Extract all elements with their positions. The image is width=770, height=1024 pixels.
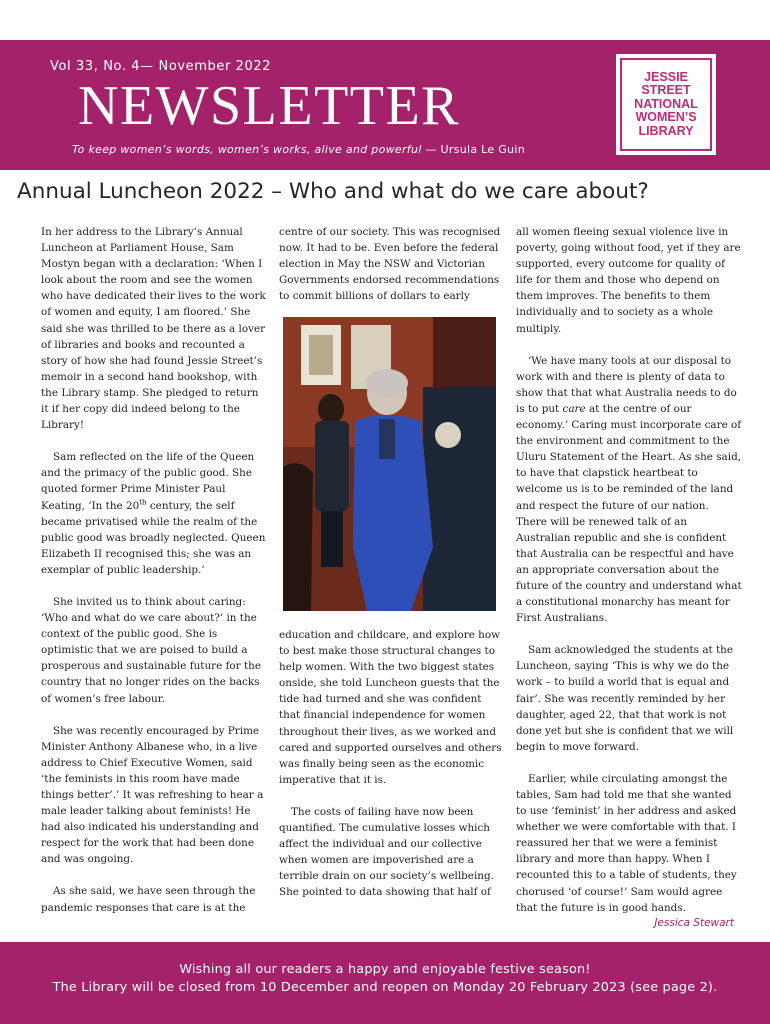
footer-greeting: Wishing all our readers a happy and enjoyable festive season! (179, 962, 591, 977)
paragraph: education and childcare, and explore how to best make those structural changes to help women. With the two biggest states onside, she told Luncheon guests that the tide had turned and she was confident that financial independence for women throughout their lives, as we worked and cared and supported ourselves and others was finally being seen as the economic imperative that it is. (279, 629, 502, 786)
paragraph: centre of our society. This was recognised now. It had to be. Even before the federal election in May the NSW and Victorian Governments endorsed recommendations to commit billions of dollars to early (279, 226, 501, 303)
paragraph: all women fleeing sexual violence live in poverty, going without food, yet if they are supported, every outcome for quality of life for them and those who depend on them improves. The benefits to them individually and to society as a whole multiply. (516, 226, 741, 335)
paragraph: ‘We have many tools at our disposal to work with and there is plenty of data to show that that what Australia needs to do is to put care at the centre of our economy.’ Caring must incorporate care of the environment and commitment to the Uluru Statement of the Heart. As she said, to have that clapstick heartbeat to welcome us is to be reminded of the land and respect the future of our nation. There will be renewed talk of an Australian republic and she is confident that Australia can be respectful and have an appropriate conversation about the future of the country and understand what a constitutional monarchy has meant for First Australians. (516, 354, 742, 625)
article-headline: Annual Luncheon 2022 – Who and what do we care about? (17, 179, 649, 204)
paragraph: In her address to the Library’s Annual Luncheon at Parliament House, Sam Mostyn began with a declaration: ‘When I look about the room and see the women who have dedicated their lives to the work of women and equity, I am floored.’ She said she was thrilled to be there as a lover of libraries and books and recounted a story of how she had found Jessie Street’s memoir in a second hand bookshop, with the Library stamp. She pledged to return it if her copy did indeed belong to the Library! (41, 226, 266, 432)
luncheon-photo (283, 317, 496, 611)
paragraph: Sam acknowledged the students at the Luncheon, saying ‘This is why we do the work – to build a world that is equal and fair’. She was recently reminded by her daughter, aged 22, that that work is not done yet but she is confident that we will begin to move forward. (516, 644, 734, 753)
logo-line: STREET (641, 83, 691, 98)
paragraph: As she said, we have seen through the pandemic responses that care is at the (41, 885, 256, 914)
author-byline: Jessica Stewart (654, 916, 734, 929)
paragraph: Earlier, while circulating amongst the tables, Sam had told me that she wanted to use ‘feminist’ in her address and asked whether we were comfortable with that. I reassured her that we were a feminist library and more than happy. When I recounted this to a table of students, they chorused ‘of course!’ Sam would agree that the future is in good hands. (516, 772, 737, 914)
library-logo (616, 54, 716, 155)
paragraph: She invited us to think about caring: ‘Who and what do we care about?’ in the context of the public good. She is optimistic that we are poised to build a prosperous and sustainable future for the country that no longer rides on the backs of women’s free labour. (41, 595, 261, 705)
logo-line: LIBRARY (638, 123, 694, 138)
footer-closure-notice: The Library will be closed from 10 December and reopen on Monday 20 February 2023 (see page 2). (52, 980, 718, 995)
footer-banner (0, 942, 770, 1024)
header-banner (0, 40, 770, 170)
paragraph: The costs of failing have now been quantified. The cumulative losses which affect the individual and our collective when women are impoverished are a terrible drain on our society’s wellbeing. She pointed to data showing that half of (279, 805, 494, 899)
logo-line: NATIONAL (634, 96, 698, 111)
tagline-quote: To keep women’s words, women’s works, alive and powerful (72, 143, 422, 156)
paragraph: She was recently encouraged by Prime Minister Anthony Albanese who, in a live address to Chief Executive Women, said ‘the feminists in this room have made things better’.’ It was refreshing to hear a male leader talking about feminists! He had also indicated his understanding and respect for the work that had been done and was ongoing. (41, 724, 264, 866)
paragraph: Sam reflected on the life of the Queen and the primacy of the public good. She quoted former Prime Minister Paul Keating, ‘In the 20th century, the self became privatised while the realm of the public good was broadly neglected. Queen Elizabeth II recognised this; she was an exemplar of public leadership.’ (41, 451, 266, 576)
logo-line: WOMEN’S (635, 110, 697, 125)
article-column-3 (516, 224, 742, 931)
tagline (72, 143, 525, 156)
article-column-2 (279, 224, 505, 899)
article-column-1 (41, 224, 267, 932)
logo-line: JESSIE (644, 69, 688, 84)
masthead-title: NEWSLETTER (78, 75, 461, 137)
issue-info: Vol 33, No. 4— November 2022 (50, 59, 272, 74)
tagline-author: — Ursula Le Guin (425, 143, 525, 156)
